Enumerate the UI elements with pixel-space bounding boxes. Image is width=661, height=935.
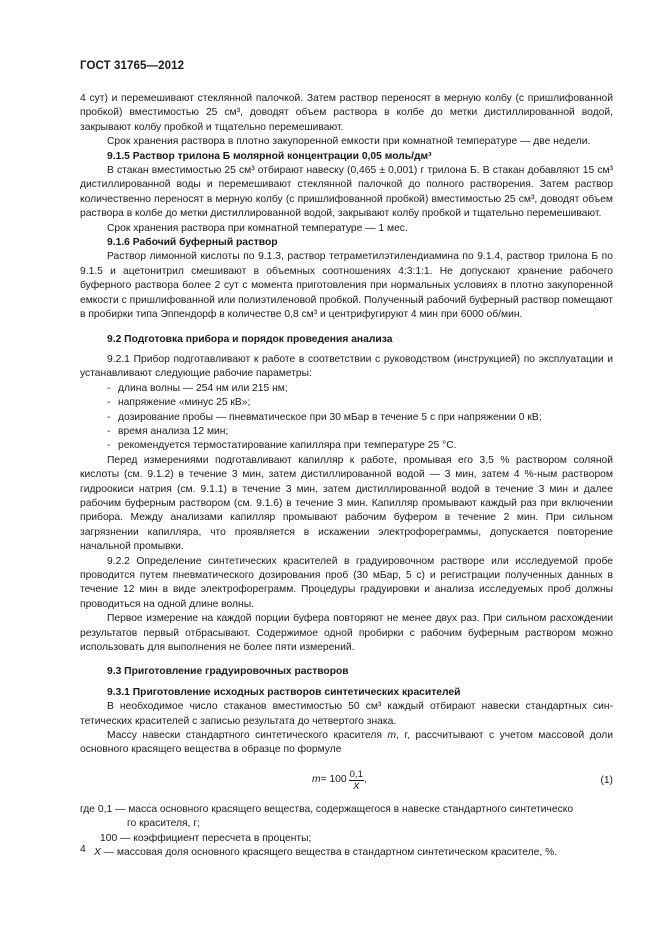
- paragraph: Срок хранения раствора в плотно закупоренной емкости при комнатной температуре — две недели.: [107, 136, 591, 148]
- formula-number: (1): [600, 774, 613, 786]
- definition-100: 100 — коэффициент пересчета в проценты;: [100, 832, 312, 844]
- subsection-heading-9-3-1: 9.3.1 Приготовление исходных растворов синтетических красителей: [107, 686, 461, 698]
- fraction-numerator: 0,1: [349, 768, 363, 780]
- paragraph: В необходимое число стаканов вместимостью 50 см³ каждый отбирают навески стандартных синтетических красителей с записью результата до четвертого знака.: [80, 701, 613, 727]
- list-item: - рекомендуется термостатирование капилляра при температуре 25 °С.: [80, 439, 613, 453]
- list-marker: -: [107, 425, 111, 437]
- section-heading-9-2: 9.2 Подготовка прибора и порядок проведения анализа: [107, 333, 393, 345]
- document-body: [80, 92, 613, 861]
- list-marker: -: [107, 411, 111, 423]
- subsection-heading-9-1-6: 9.1.6 Рабочий буферный раствор: [107, 237, 278, 249]
- formula-lhs: m: [312, 774, 321, 786]
- list-marker: -: [107, 382, 111, 394]
- paragraph: Раствор лимонной кислоты по 9.1.3, раствор тетраметилэтилендиамина по 9.1.4, раствор трилона Б по 9.1.5 и ацетонитрил смешивают в объемных соотношениях 4:3:1:1. Не допускают хранение рабочего буферного раствора более 2 сут с момента приготовления при нормальных условиях в плотно закупоренной емкости с пришлифованной или полиэтиленовой пробкой. Полученный рабочий буферный раствор помещают в пробирки типа Эппендорф в количестве 0,8 см³ и центрифугируют 4 мин при 6000 об/мин.: [80, 251, 613, 321]
- paragraph: 9.2.2 Определение синтетических красителей в градуировочном растворе или исследуемой пробе проводится путем пневматического дозирования проб (30 мБар, 5 с) и регистрации полученных данных в течение 12 мин в виде электрофореграмм. Процедуры градуировки и анализа исследуемых проб должны проводиться на одной длине волны.: [80, 555, 613, 610]
- formula-fraction: [349, 769, 364, 792]
- formula-expression: [312, 769, 367, 792]
- formula-coefficient: = 100: [320, 774, 347, 786]
- list-item: - напряжение «минус 25 кВ»;: [80, 396, 613, 410]
- paragraph: Перед измерениями подготавливают капилляр к работе, промывая его 3,5 % раствором соляной кислоты (см. 9.1.2) в течение 3 мин, затем дистиллированной водой — 3 мин, затем 4 %-ным раствором гидроокиси натрия (см. 9.1.1) в течение 3 мин, затем дистиллированной водой в течение 3 мин и далее рабочим буферным раствором (см. 9.1.6) в течение 3 мин. Капилляр промывают каждый раз при включении прибора. Между анализами капилляр промывают рабочим буфером в течение 2 мин. При сильном загрязнении капилляра, что проявляется в искажении электрофореграммы, допускается повторение начальной промывки.: [80, 454, 613, 553]
- paragraph: В стакан вместимостью 25 см³ отбирают навеску (0,465 ± 0,001) г трилона Б. В стакан добавляют 15 см³ дистиллированной воды и перемешивают стеклянной палочкой до полного растворения. Затем раствор количественно переносят в мерную колбу (с пришлифованной пробкой) вместимостью 25 см³, доводят объем раствора в колбе до метки дистиллированной водой, закрывают колбу пробкой и тщательно перемешивают.: [80, 165, 613, 220]
- list-marker: -: [107, 397, 111, 409]
- list-item: - дозирование пробы — пневматическое при 30 мБар в течение 5 с при напряжении 0 кВ;: [80, 411, 613, 425]
- list-item: - длина волны — 254 нм или 215 нм;: [80, 382, 613, 396]
- formula-tail: ,: [363, 774, 367, 786]
- formula-1: [80, 765, 613, 799]
- document-header: ГОСТ 31765—2012: [80, 60, 185, 72]
- paragraph: Первое измерение на каждой порции буфера повторяют не менее двух раз. При сильном расхождении результатов первый отбрасывают. Содержимое одной пробирки с рабочим буферным раствором можно использовать для выполнения не более пяти измерений.: [80, 613, 613, 654]
- fraction-denominator: X: [353, 780, 360, 792]
- subsection-heading-9-1-5: 9.1.5 Раствор трилона Б молярной концентрации 0,05 моль/дм³: [107, 150, 432, 162]
- definition-0-1-continued: го красителя, г;: [127, 818, 200, 830]
- page-number: 4: [80, 844, 86, 855]
- list-marker: -: [107, 440, 111, 452]
- definition-x: X — массовая доля основного красящего вещества в стандартном синтетическом красителе, %.: [94, 847, 558, 859]
- paragraph: Массу навески стандартного синтетического красителя m, г, рассчитывают с учетом массовой доли основного красящего вещества в образце по формуле: [80, 730, 613, 756]
- paragraph: Срок хранения раствора при комнатной температуре — 1 мес.: [107, 222, 408, 234]
- variable-m: m: [387, 730, 397, 742]
- paragraph: 9.2.1 Прибор подготавливают к работе в соответствии с руководством (инструкцией) по эксплуатации и устанавливают следующие рабочие параметры:: [80, 353, 613, 380]
- list-item: - время анализа 12 мин;: [80, 425, 613, 439]
- paragraph: 4 сут) и перемешивают стеклянной палочкой. Затем раствор переносят в мерную колбу (с пришлифованной пробкой) вместимостью 25 см³, доводят объем раствора в колбе до метки дистиллированной водой, закрывают колбу пробкой и тщательно перемешивают.: [80, 93, 613, 133]
- section-heading-9-3: 9.3 Приготовление градуировочных растворов: [107, 666, 349, 678]
- parameter-list: [80, 382, 613, 454]
- definition-0-1: где 0,1 — масса основного красящего вещества, содержащегося в навеске стандартного синтетическо: [80, 803, 574, 815]
